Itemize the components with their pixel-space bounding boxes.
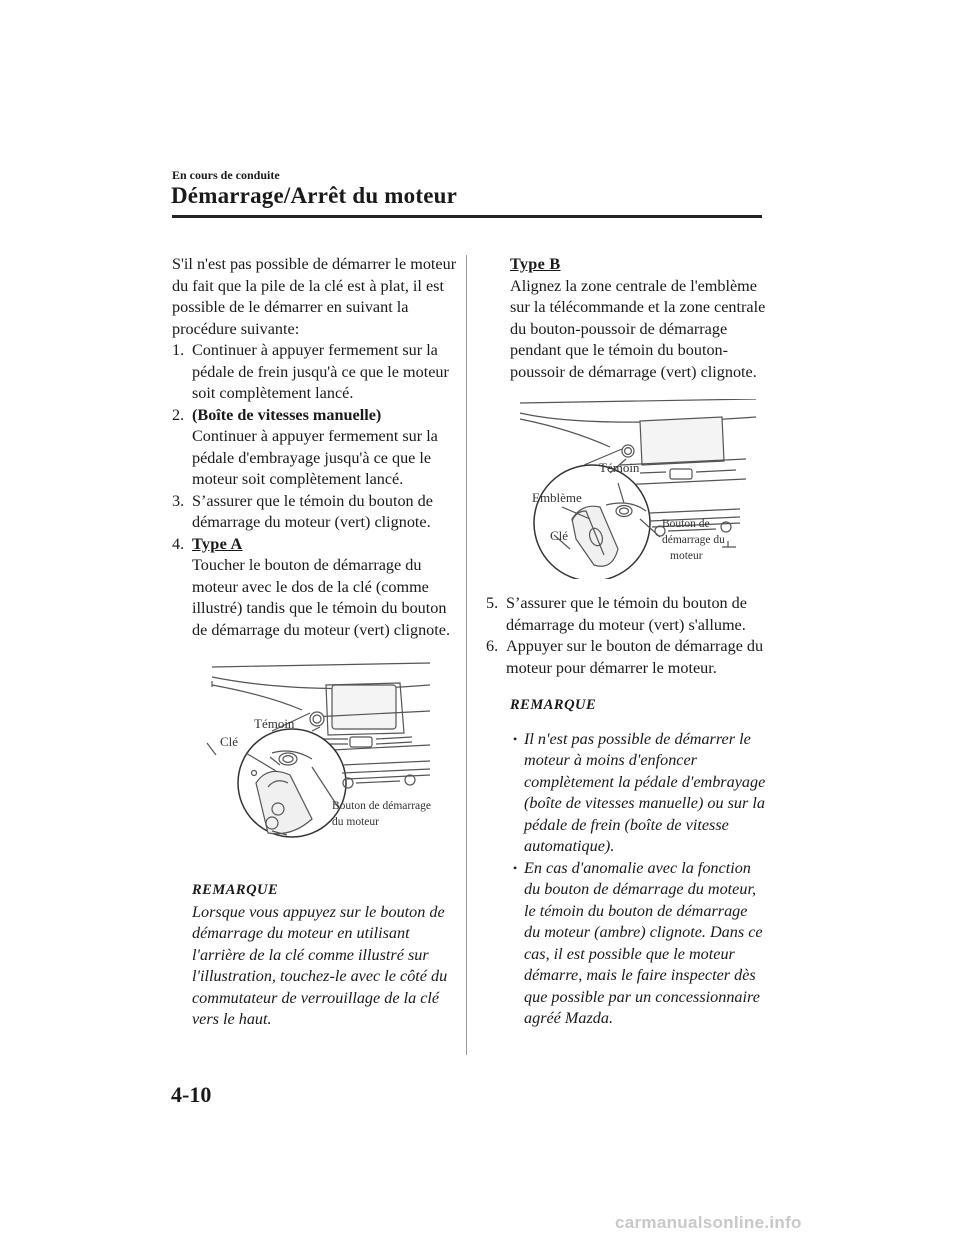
step-1 — [172, 340, 457, 405]
column-divider — [466, 255, 467, 1055]
note-bullets — [510, 729, 766, 1030]
type-b-heading: Type B — [510, 255, 561, 273]
intro-paragraph: S'il n'est pas possible de démarrer le moteur du fait que la pile de la clé est à plat, il est possible de le démarrer en suivant la procédure suivante: — [172, 255, 457, 338]
watermark: carmanualsonline.info — [615, 1213, 802, 1232]
step-text: Continuer à appuyer fermement sur la pédale de frein jusqu'à ce que le moteur soit complètement lancé. — [192, 341, 449, 402]
bullet-dot-icon: • — [513, 860, 518, 875]
dashboard-illustration-a — [172, 655, 457, 860]
figure-label-temoin: Témoin — [254, 716, 295, 731]
page-number: 4-10 — [171, 1082, 212, 1107]
step-text: Appuyer sur le bouton de démarrage du moteur pour démarrer le moteur. — [506, 637, 764, 677]
step-number: 5. — [486, 594, 499, 612]
type-b-block — [486, 254, 766, 383]
note-bullet — [510, 729, 766, 858]
figure-label-bouton-line3: moteur — [670, 550, 703, 562]
figure-label-temoin: Témoin — [599, 460, 640, 475]
note-b — [486, 695, 766, 1030]
bullet-text: Il n'est pas possible de démarrer le moteur à moins d'enfoncer complètement la pédale d'embrayage (boîte de vitesses manuelle) ou sur la pédale de frein (boîte de vitesse automatique). — [524, 729, 766, 855]
figure-label-bouton-line1: Bouton de démarrage — [332, 800, 431, 812]
step-text: Toucher le bouton de démarrage du moteur avec le dos de la clé (comme illustré) tandis que le témoin du bouton de démarrage du moteur (vert) clignote. — [192, 556, 450, 639]
dashboard-illustration-b — [500, 399, 766, 579]
type-b-text: Alignez la zone centrale de l'emblème sur la télécommande et la zone centrale du bouton-poussoir de démarrage pendant que le témoin du bouton-poussoir de démarrage (vert) clignote. — [510, 276, 766, 381]
note-bullet — [510, 858, 766, 1030]
page-title: Démarrage/Arrêt du moteur — [171, 183, 457, 208]
figure-label-cle: Clé — [220, 734, 239, 749]
step-text: S’assurer que le témoin du bouton de démarrage du moteur (vert) clignote. — [192, 491, 433, 531]
left-column — [172, 254, 457, 1031]
step-number: 4. — [172, 534, 185, 553]
figure-label-bouton-line1: Bouton de — [662, 518, 710, 530]
note-text: Lorsque vous appuyez sur le bouton de démarrage du moteur en utilisant l'arrière de la clé comme illustré sur l'illustration, touchez-le avec le côté du commutateur de verrouillage de la clé vers le haut. — [192, 902, 448, 1028]
title-rule — [172, 215, 762, 218]
step-text: Continuer à appuyer fermement sur la pédale d'embrayage jusqu'à ce que le moteur soit complètement lancé. — [192, 427, 438, 488]
step-number: 1. — [172, 341, 185, 359]
step-2 — [172, 405, 457, 491]
step-number: 3. — [172, 491, 185, 510]
note-heading: REMARQUE — [510, 697, 597, 713]
figure-label-embleme: Emblème — [532, 490, 582, 505]
figure-label-bouton-line2: du moteur — [332, 816, 379, 828]
figure-type-b — [500, 399, 780, 579]
step-number: 6. — [486, 637, 499, 655]
note-heading: REMARQUE — [192, 882, 279, 898]
figure-type-a — [172, 655, 457, 860]
step-6 — [486, 636, 766, 679]
bullet-text: En cas d'anomalie avec la fonction du bouton de démarrage du moteur, le témoin du bouton de démarrage du moteur (ambre) clignote. Dans ce cas, il est possible que le moteur démarre, mais le faire inspecter dès que possible par un concessionnaire agréé Mazda. — [524, 858, 763, 1027]
section-label: En cours de conduite — [172, 168, 280, 182]
step-number: 2. — [172, 405, 185, 424]
type-a-heading: Type A — [192, 534, 243, 553]
figure-label-bouton-line2: démarrage du — [662, 534, 725, 546]
figure-label-cle: Clé — [550, 528, 569, 543]
step-text: S’assurer que le témoin du bouton de démarrage du moteur (vert) s'allume. — [506, 594, 747, 634]
step-4 — [172, 534, 457, 642]
bullet-dot-icon: • — [513, 731, 518, 746]
step-heading: (Boîte de vitesses manuelle) — [192, 405, 382, 424]
step-5 — [486, 593, 766, 636]
right-column — [486, 254, 766, 1030]
note-a — [172, 880, 457, 1031]
step-3 — [172, 491, 457, 534]
